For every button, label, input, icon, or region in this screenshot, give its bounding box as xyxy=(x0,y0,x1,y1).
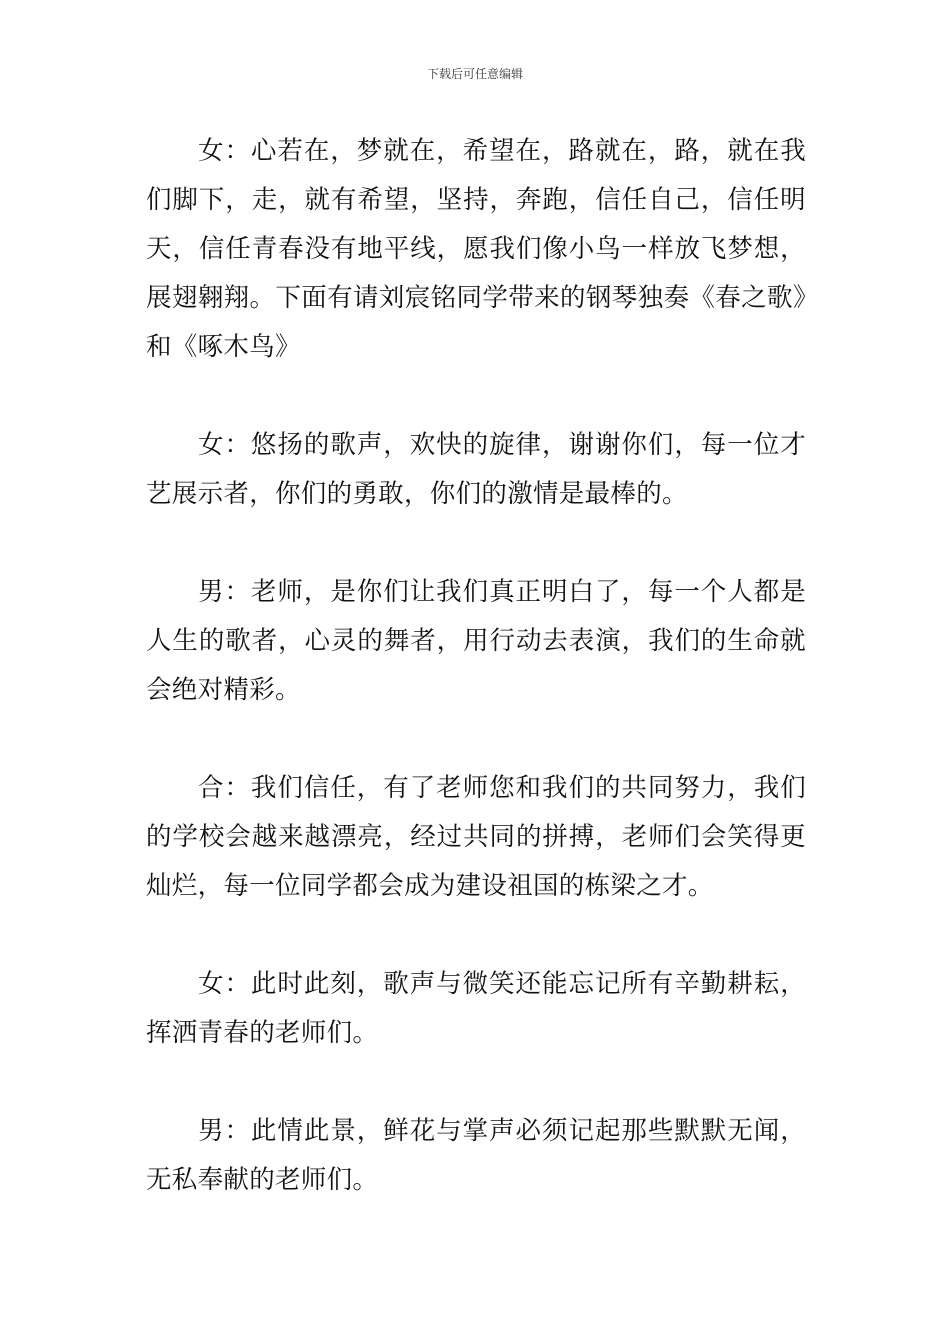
page-header-note: 下载后可任意编辑 xyxy=(426,67,523,81)
paragraph-6: 男：此情此景，鲜花与掌声必须记起那些默默无闻，无私奉献的老师们。 xyxy=(146,1116,806,1195)
paragraph-4: 合：我们信任，有了老师您和我们的共同努力，我们的学校会越来越漂亮，经过共同的拼搏，老师们会笑得更灿烂，每一位同学都会成为建设祖国的栋梁之才。 xyxy=(146,773,806,901)
paragraph-3: 男：老师，是你们让我们真正明白了，每一个人都是人生的歌者，心灵的舞者，用行动去表演，我们的生命就会绝对精彩。 xyxy=(146,577,806,705)
document-body xyxy=(146,127,806,1254)
paragraph-2: 女：悠扬的歌声，欢快的旋律，谢谢你们，每一位才艺展示者，你们的勇敢，你们的激情是最棒的。 xyxy=(146,430,806,509)
paragraph-1: 女：心若在，梦就在，希望在，路就在，路，就在我们脚下，走，就有希望，坚持，奔跑，信任自己，信任明天，信任青春没有地平线，愿我们像小鸟一样放飞梦想，展翅翱翔。下面有请刘宸铭同学带来的钢琴独奏《春之歌》和《啄木鸟》 xyxy=(146,136,806,362)
paragraph-5: 女：此时此刻，歌声与微笑还能忘记所有辛勤耕耘，挥洒青春的老师们。 xyxy=(146,969,806,1048)
